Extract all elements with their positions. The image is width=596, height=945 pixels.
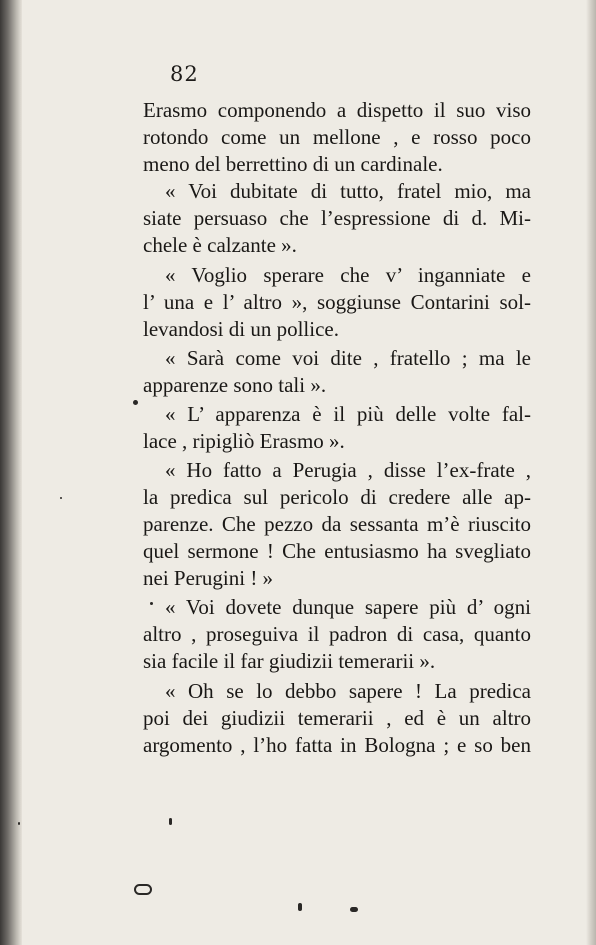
text-line: chele è calzante ». bbox=[143, 233, 297, 257]
text-line: apparenze sono tali ». bbox=[143, 373, 327, 397]
text-line: poi dei giudizii temerarii , ed è un altro bbox=[143, 706, 531, 730]
text-line: « Voi dubitate di tutto, fratel mio, ma bbox=[165, 179, 531, 203]
text-line: quel sermone ! Che entusiasmo ha svegliato bbox=[143, 539, 531, 563]
text-line: « Oh se lo debbo sapere ! La predica bbox=[165, 679, 531, 703]
text-line: « Voi dovete dunque sapere più d’ ogni bbox=[165, 595, 531, 619]
text-line: « L’ apparenza è il più delle volte fal- bbox=[165, 402, 531, 426]
text-line: « Voglio sperare che v’ inganniate e bbox=[165, 263, 531, 287]
text-line: parenze. Che pezzo da sessanta m’è riuscito bbox=[143, 512, 531, 536]
page-number: 82 bbox=[170, 62, 199, 86]
text-line: argomento , l’ho fatta in Bologna ; e so ben bbox=[143, 733, 531, 757]
text-line: sia facile il far giudizii temerarii ». bbox=[143, 649, 436, 673]
text-line: siate persuaso che l’espressione di d. Mi- bbox=[143, 206, 531, 230]
text-line: rotondo come un mellone , e rosso poco bbox=[143, 125, 531, 149]
text-line: la predica sul pericolo di credere alle ap- bbox=[143, 485, 531, 509]
text-line: meno del berrettino di un cardinale. bbox=[143, 152, 443, 176]
text-line: levandosi di un pollice. bbox=[143, 317, 339, 341]
text-line: « Ho fatto a Perugia , disse l’ex-frate , bbox=[165, 458, 531, 482]
text-line: « Sarà come voi dite , fratello ; ma le bbox=[165, 346, 531, 370]
page-edge bbox=[586, 0, 596, 945]
text-line: l’ una e l’ altro », soggiunse Contarini sol- bbox=[143, 290, 531, 314]
text-line: nei Perugini ! » bbox=[143, 566, 274, 590]
binding-gutter bbox=[0, 0, 22, 945]
text-line: altro , proseguiva il padron di casa, quanto bbox=[143, 622, 531, 646]
text-line: lace , ripigliò Erasmo ». bbox=[143, 429, 345, 453]
text-line: Erasmo componendo a dispetto il suo viso bbox=[143, 98, 531, 122]
